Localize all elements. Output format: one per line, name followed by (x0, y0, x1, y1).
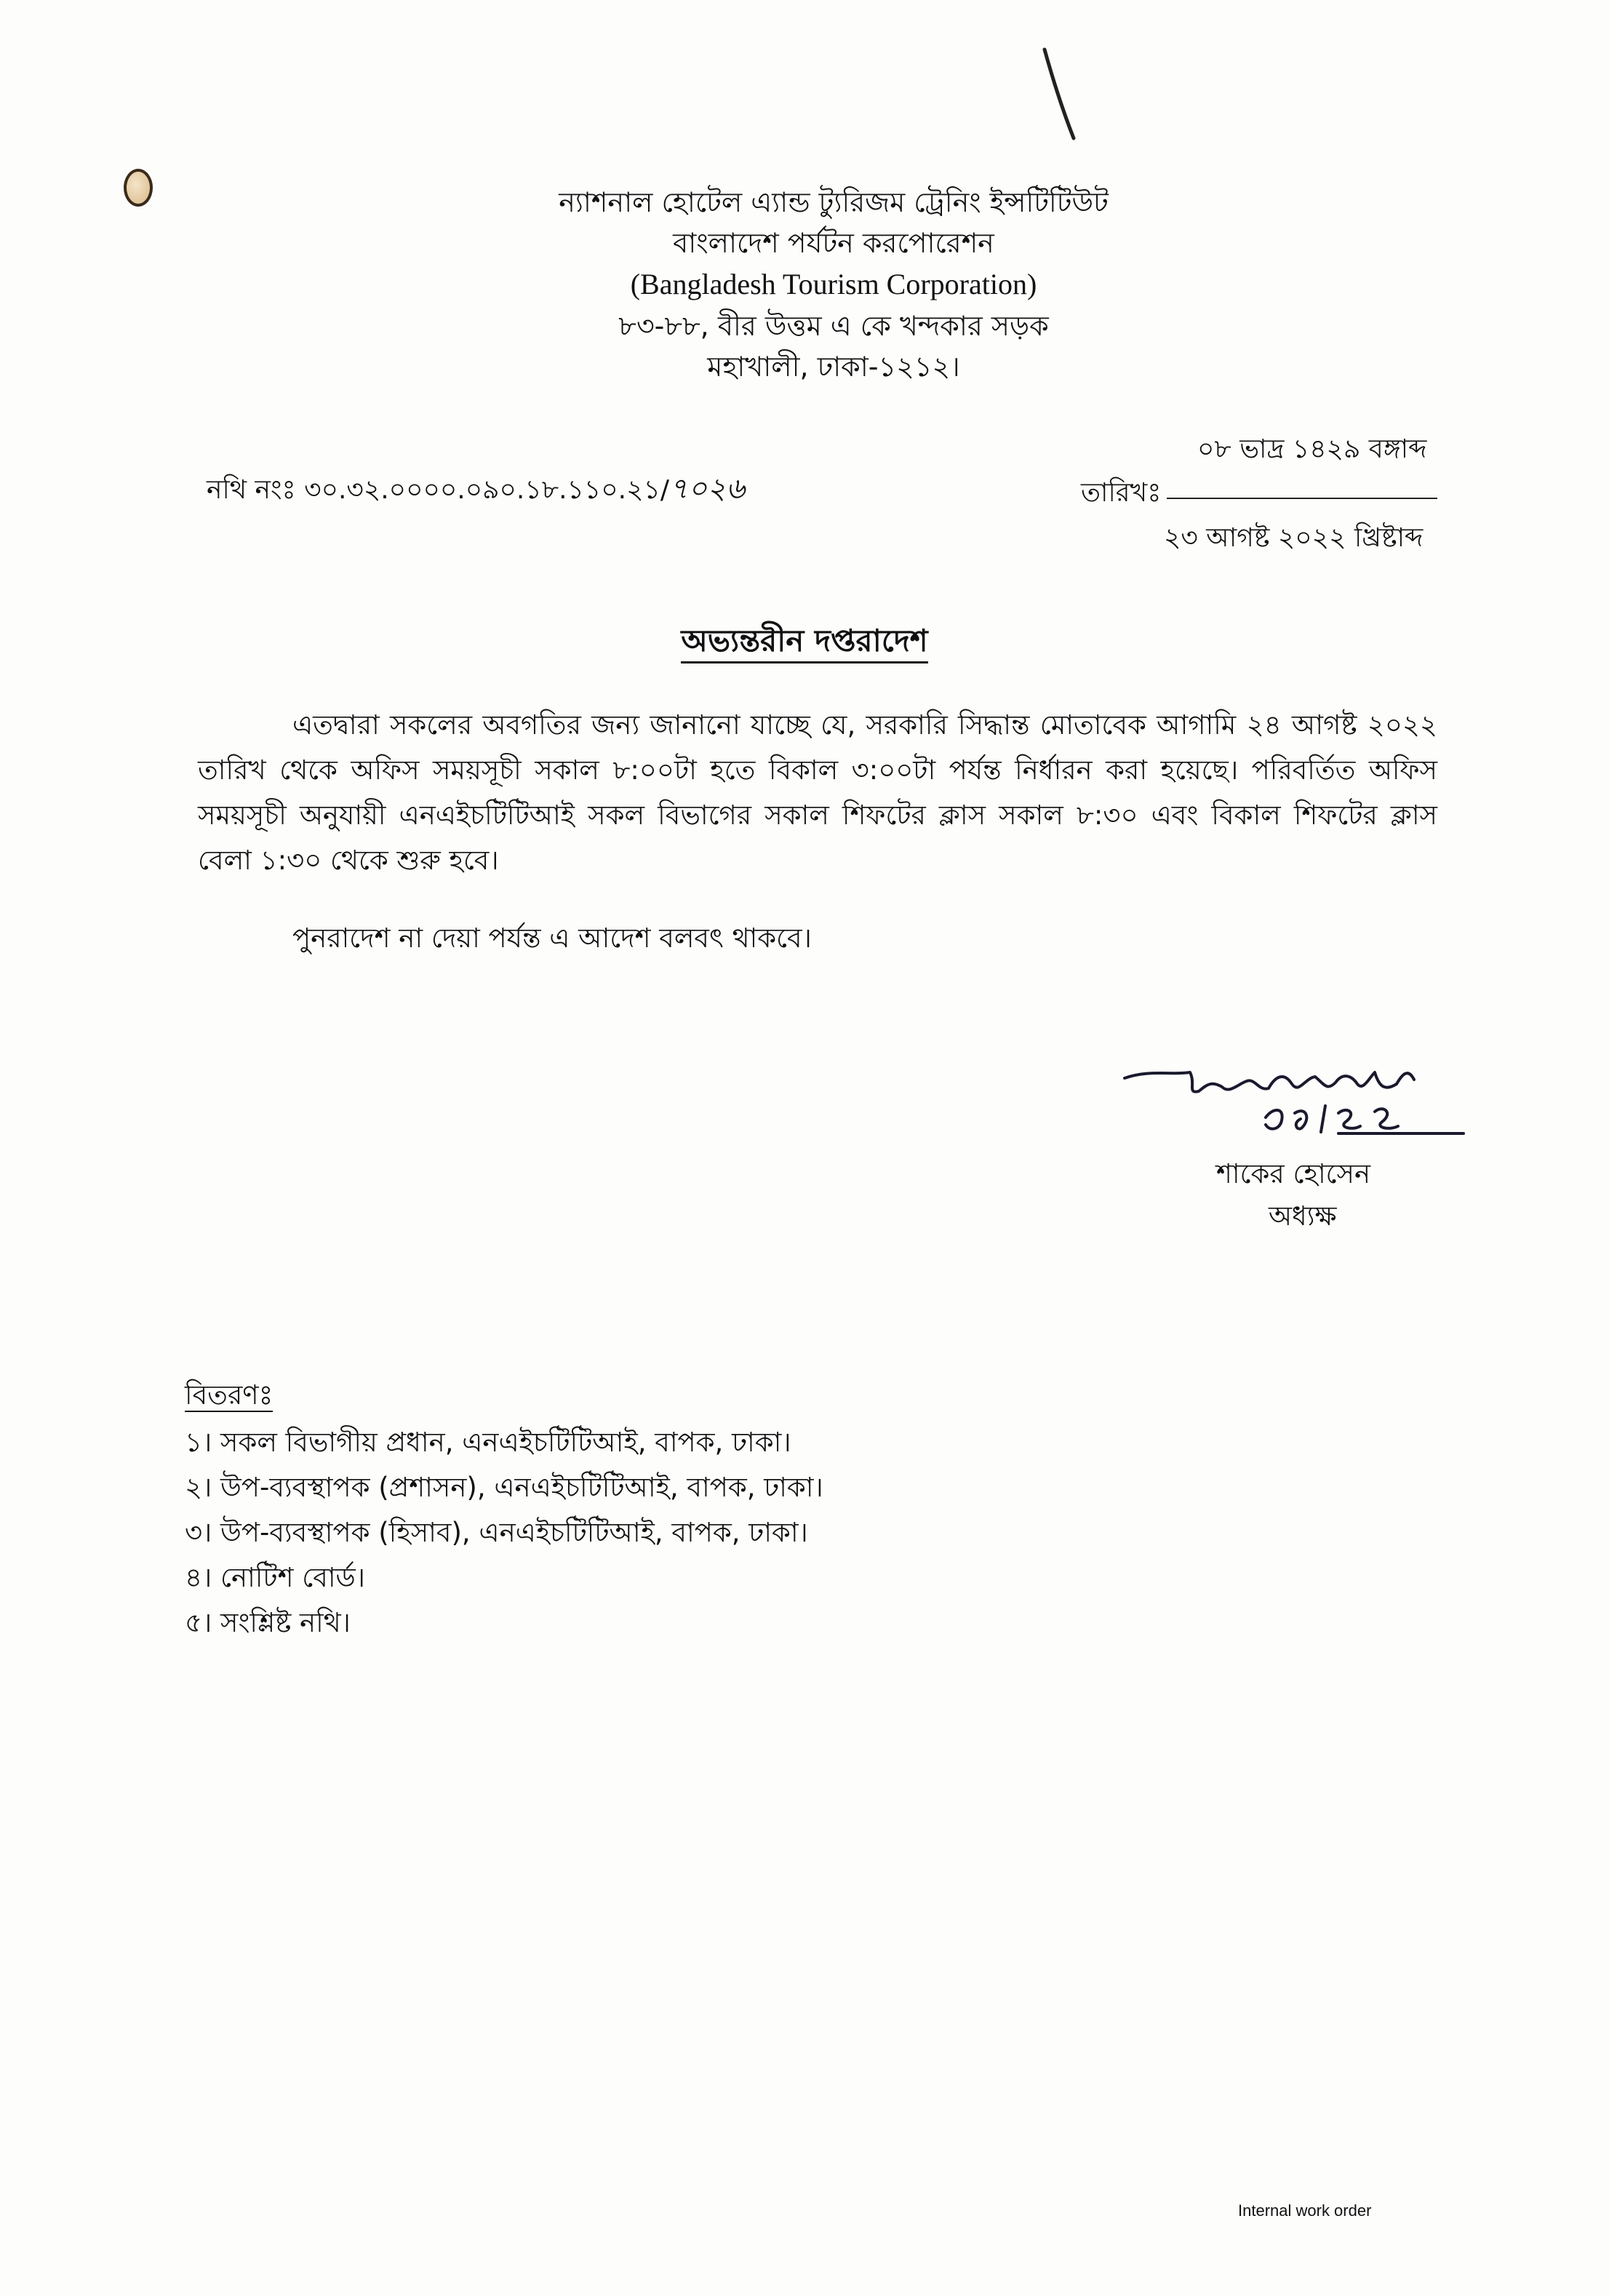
date-bangla: ০৮ ভাদ্র ১৪২৯ বঙ্গাব্দ (1197, 434, 1427, 464)
distribution-list (185, 1420, 823, 1646)
reference-handwritten-number: ৭০২৬ (669, 472, 746, 506)
corporation-name-bangla: বাংলাদেশ পর্যটন করপোরেশন (673, 227, 994, 259)
address-line-2: মহাখালী, ঢাকা-১২১২। (707, 351, 960, 383)
corporation-name-english: (Bangladesh Tourism Corporation) (630, 268, 1037, 300)
signatory-title: অধ্যক্ষ (1269, 1200, 1337, 1232)
reference-label: নথি নংঃ ৩০.৩২.০০০০.০৯০.১৮.১১০.২১/ (207, 475, 669, 505)
distribution-item: ১। সকল বিভাগীয় প্রধান, এনএইচটিটিআই, বাপক, ঢাকা। (185, 1427, 791, 1458)
distribution-heading: বিতরণঃ (185, 1379, 274, 1411)
body-paragraph: এতদ্বারা সকলের অবগতির জন্য জানানো যাচ্ছে যে, সরকারি সিদ্ধান্ত মোতাবেক আগামি ২৪ আগষ্ট ২০২২ তারিখ থেকে অফিস সময়সূচী সকাল ৮:০০টা হতে বিকাল ৩:০০টা পর্যন্ত নির্ধারন করা হয়েছে। পরিবর্তিত অফিস সময়সূচী অনুযায়ী এনএইচটিটিআই সকল বিভাগের সকাল শিফটের ক্লাস সকাল ৮:৩০ এবং বিকাল শিফটের ক্লাস বেলা ১:৩০ থেকে শুরু হবে। (198, 709, 1437, 876)
distribution-item: ৩। উপ-ব্যবস্থাপক (হিসাব), এনএইচটিটিআই, বাপক, ঢাকা। (185, 1517, 808, 1548)
institute-name: ন্যাশনাল হোটেল এ্যান্ড ট্যুরিজম ট্রেনিং ইন্সটিটিউট (559, 186, 1109, 218)
punch-hole (124, 169, 153, 207)
date-label: তারিখঃ (1081, 478, 1162, 508)
document-title: অভ্যন্তরীন দপ্তরাদেশ (0, 617, 1609, 669)
body-continuation: পুনরাদেশ না দেয়া পর্যন্ত এ আদেশ বলবৎ থাকবে। (292, 922, 812, 954)
letterhead (514, 182, 1154, 387)
address-line-1: ৮৩-৮৮, বীর উত্তম এ কে খন্দকার সড়ক (618, 310, 1049, 342)
handwritten-signature (1120, 1062, 1484, 1149)
distribution-item: ২। উপ-ব্যবস্থাপক (প্রশাসন), এনএইচটিটিআই, বাপক, ঢাকা। (185, 1472, 823, 1503)
signatory-name: শাকের হোসেন (1216, 1158, 1371, 1189)
distribution-item: ৪। নোটিশ বোর্ড। (185, 1562, 366, 1593)
footer-label: Internal work order (1238, 2201, 1372, 2220)
pen-stroke-mark (1039, 47, 1082, 148)
distribution-item: ৫। সংশ্লিষ্ট নথি। (185, 1607, 351, 1638)
date-gregorian: ২৩ আগষ্ট ২০২২ খ্রিষ্টাব্দ (1164, 523, 1424, 553)
reference-number (207, 466, 745, 514)
date-divider (1167, 498, 1437, 499)
